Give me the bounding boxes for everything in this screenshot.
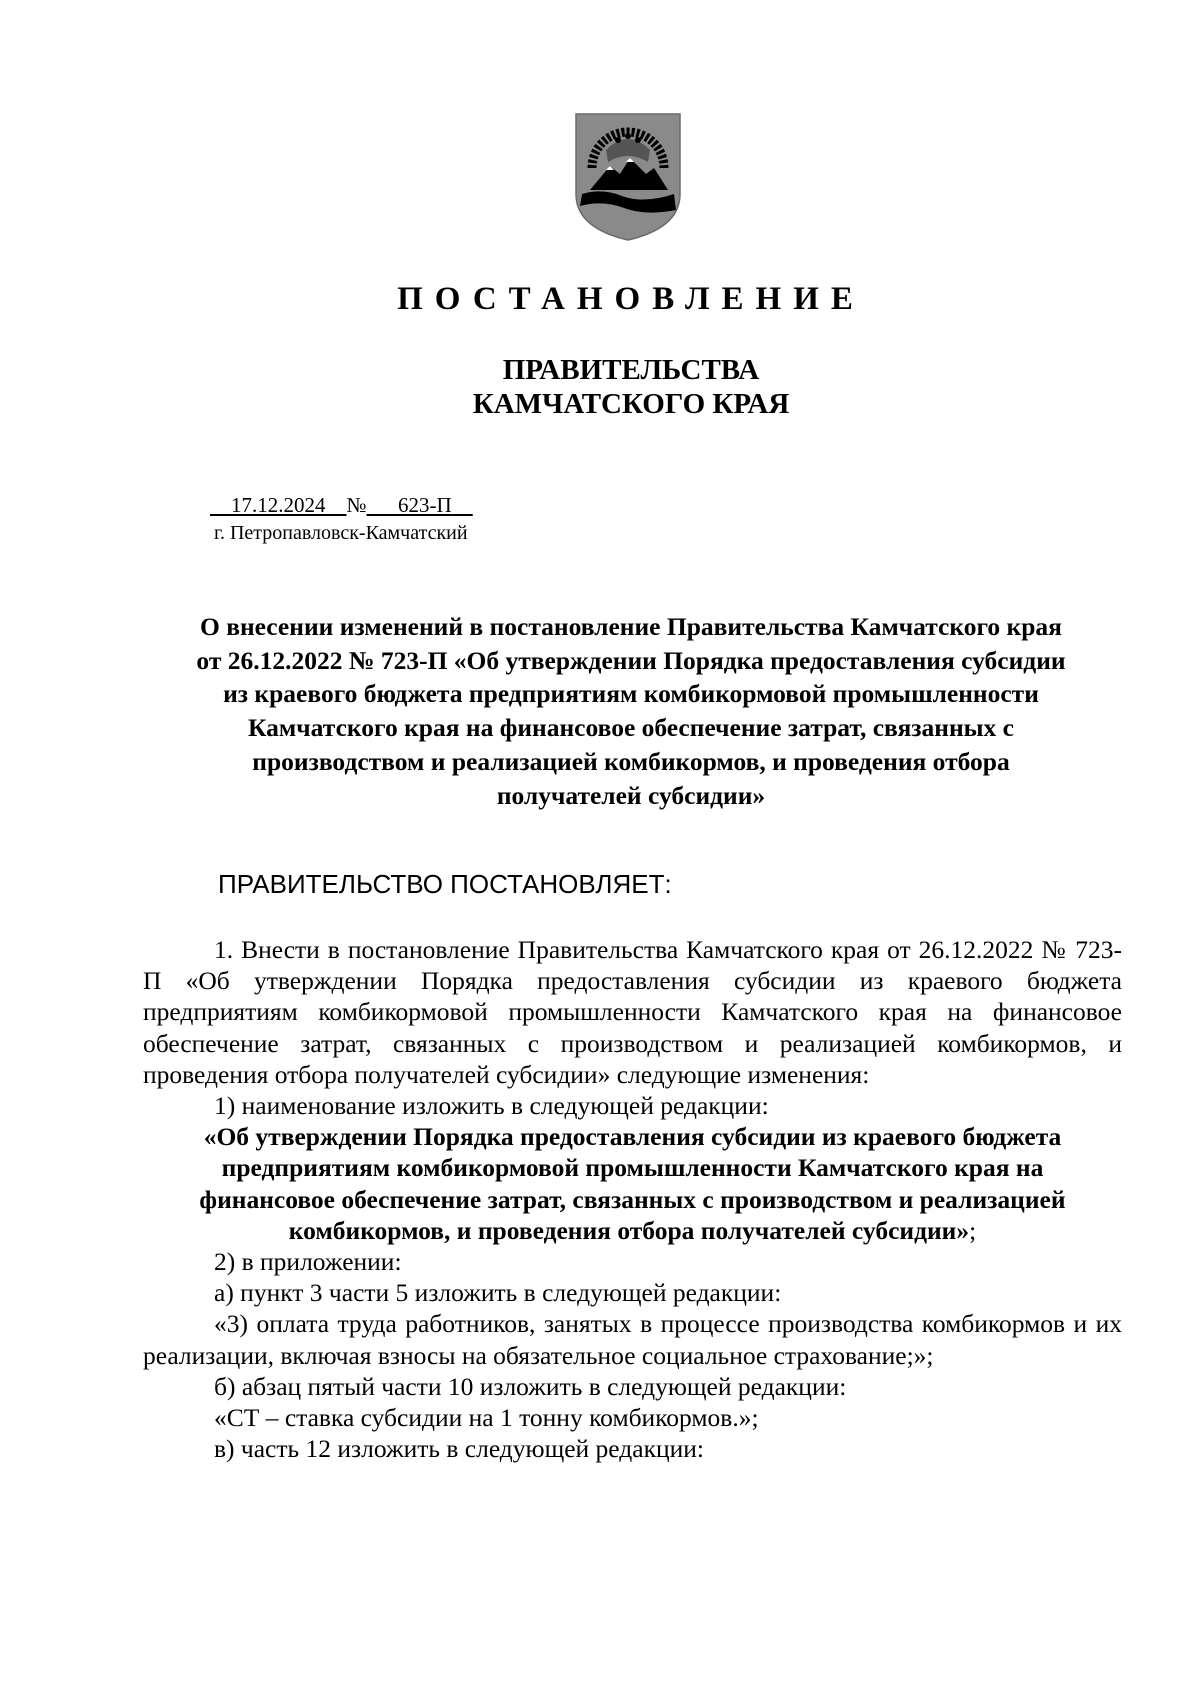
kamchatka-coat-of-arms-icon <box>572 110 684 242</box>
document-number: 623-П <box>398 493 452 517</box>
place-of-issue: г. Петропавловск-Камчатский <box>214 522 468 544</box>
paragraph-quote-st: «СТ – ставка субсидии на 1 тонну комбикормов.»; <box>214 1403 759 1433</box>
paragraph-subitem-a: а) пункт 3 части 5 изложить в следующей редакции: <box>214 1278 782 1308</box>
paragraph-item-1: 1. Внести в постановление Правительства Камчатского края от 26.12.2022 № 723-П «Об утверждении Порядка предоставления субсидии из краевого бюджета предприятиям комбикормовой промышленности Камчатского края на финансовое обеспечение затрат, связанных с производством и реализацией комбикормов, и проведения отбора получателей субсидии» следующие изменения: <box>143 935 1122 1089</box>
issuer-line-1: ПРАВИТЕЛЬСТВА <box>502 354 760 386</box>
quote-line: предприятиям комбикормовой промышленности Камчатского края на <box>221 1153 1044 1183</box>
issuer-line-2: КАМЧАТСКОГО КРАЯ <box>472 388 790 420</box>
paragraph-subitem-v: в) часть 12 изложить в следующей редакции: <box>214 1434 704 1464</box>
new-title-quote <box>143 1121 1122 1246</box>
paragraph-quote-3: «3) оплата труда работников, занятых в процессе производства комбикормов и их реализации, включая взносы на обязательное социальное страхование;»; <box>143 1309 1122 1370</box>
decree-heading: ПРАВИТЕЛЬСТВО ПОСТАНОВЛЯЕТ: <box>218 869 672 899</box>
number-sign: № <box>346 493 367 517</box>
title-line: от 26.12.2022 № 723-П «Об утверждении Порядка предоставления субсидии <box>196 645 1066 675</box>
document-title <box>135 610 1127 812</box>
title-line: О внесении изменений в постановление Правительства Камчатского края <box>200 612 1062 641</box>
document-date: 17.12.2024 <box>231 493 326 517</box>
date-number-line <box>210 493 473 518</box>
quote-line: комбикормов, и проведения отбора получателей субсидии» <box>288 1215 970 1245</box>
quote-line: финансовое обеспечение затрат, связанных с производством и реализацией <box>199 1184 1066 1214</box>
paragraph-item-2: 2) в приложении: <box>214 1247 402 1277</box>
paragraph-item-1-1: 1) наименование изложить в следующей редакции: <box>214 1091 769 1121</box>
document-type: ПОСТАНОВЛЕНИЕ <box>397 281 865 317</box>
quote-line-last <box>143 1215 1122 1246</box>
title-line: получателей субсидии» <box>496 780 766 810</box>
document-body <box>143 934 1122 1464</box>
title-line: из краевого бюджета предприятиям комбикормовой промышленности <box>223 679 1039 709</box>
paragraph-subitem-b: б) абзац пятый части 10 изложить в следующей редакции: <box>214 1371 847 1401</box>
title-line: Камчатского края на финансовое обеспечение затрат, связанных с <box>248 713 1014 743</box>
quote-line: «Об утверждении Порядка предоставления субсидии из краевого бюджета <box>203 1122 1062 1152</box>
quote-punctuation: ; <box>969 1215 977 1245</box>
title-line: производством и реализацией комбикормов, и проведения отбора <box>252 746 1010 776</box>
